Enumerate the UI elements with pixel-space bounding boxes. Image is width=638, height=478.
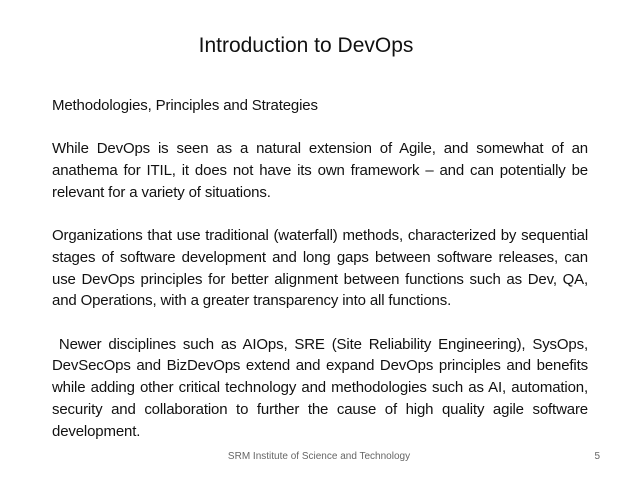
paragraph-agile-itil: While DevOps is seen as a natural extension of Agile, and somewhat of an anathema for ITIL, it does not have its own framework – and can potentially be relevant for a variety of situations. (52, 140, 588, 201)
footer-organization: SRM Institute of Science and Technology (227, 451, 411, 462)
page-number: 5 (594, 451, 600, 462)
paragraph-waterfall: Organizations that use traditional (waterfall) methods, characterized by sequential stages of software development and long gaps between software releases, can use DevOps principles for better alignment between functions such as Dev, QA, and Operations, with a greater transparency into all functions. (52, 227, 588, 310)
paragraph-new-disciplines: Newer disciplines such as AIOps, SRE (Site Reliability Engineering), SysOps, DevSecOps and BizDevOps extend and expand DevOps principles and benefits while adding other critical technology and methodologies such as AI, automation, security and collaboration to further the cause of high quality agile software development. (52, 335, 593, 440)
slide-title: Introduction to DevOps (198, 34, 414, 57)
section-heading: Methodologies, Principles and Strategies (52, 97, 318, 114)
slide-footer (0, 449, 638, 465)
slide-body (52, 95, 593, 442)
